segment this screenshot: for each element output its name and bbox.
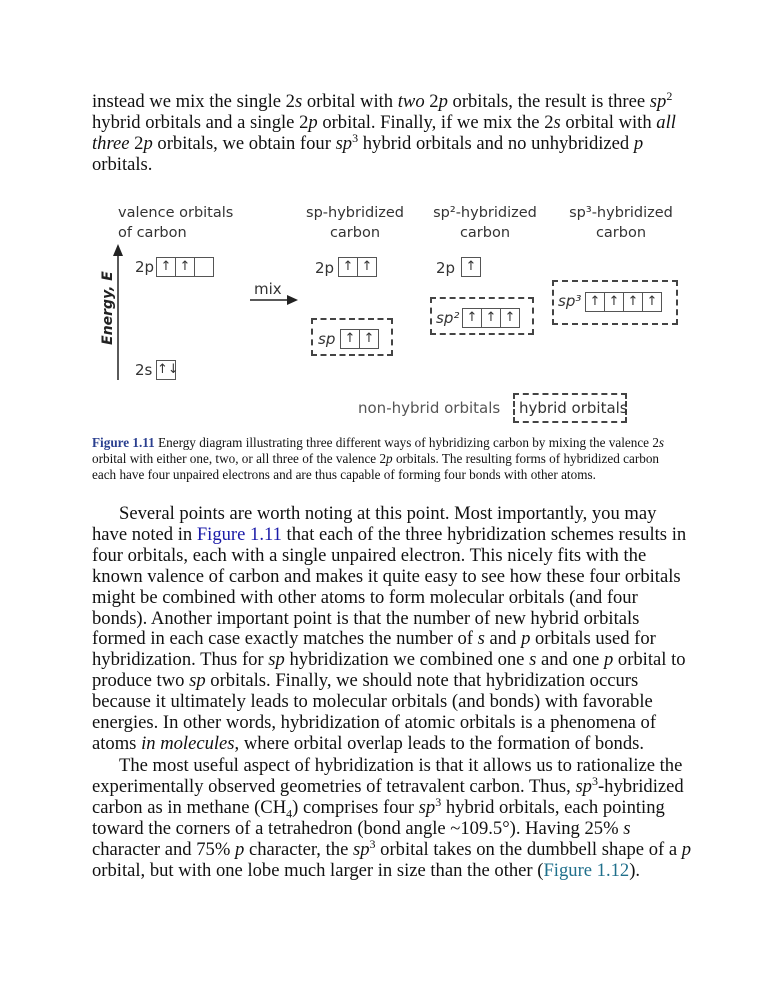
header-sp: sp-hybridized carbon (306, 205, 404, 241)
orbital-box: ↑ (642, 292, 662, 312)
intro-paragraph: instead we mix the single 2s orbital with two 2p orbitals, the result is three $sp^2$ hybrid orbitals and a single 2p orbital. Finally, if we mix the 2s orbital with all three 2p orbitals, we obtain four $sp^3$ hybrid orbitals and no unhybridized p orbitals. (92, 88, 676, 175)
orbital-box (194, 257, 214, 277)
valence-2s-label: 2s (135, 361, 153, 379)
figure-1-12-link[interactable]: Figure 1.12 (543, 859, 630, 881)
orbital-box: ↑ (175, 257, 195, 277)
figure-1-11-link[interactable]: Figure 1.11 (196, 523, 282, 545)
figure-caption: Figure 1.11 Energy diagram illustrating three different ways of hybridizing carbon by mixing the valence 2s orbital with either one, two, or all three of the valence 2p orbitals. The resulting forms of hybridized carbon each have four unpaired electrons and are thus capable of forming four bonds with other atoms. (92, 435, 665, 482)
mix-arrow-icon (250, 293, 300, 307)
orbital-box: ↑ (461, 257, 481, 277)
orbital-box: ↑ (156, 257, 176, 277)
sp-boxes (340, 329, 379, 349)
orbital-box: ↑ (623, 292, 643, 312)
sp3-boxes (585, 292, 662, 312)
orbital-box: ↑ (604, 292, 624, 312)
body-paragraph-points: Several points are worth noting at this point. Most importantly, you may have noted in Figure 1.11 that each of the three hybridization schemes results in four orbitals, each with a single unpaired electron. This nicely fits with the known valence of carbon and makes it quite easy to see how these four orbitals might be combined with other atoms to form molecular orbitals (and four bonds). Another important point is that the number of new hybrid orbitals formed in each case exactly matches the number of s and p orbitals used for hybridization. Thus for sp hybridization we combined one s and one p orbital to produce two sp orbitals. Finally, we should note that hybridization occurs because it ultimately leads to molecular orbitals (and bonds) with favorable energies. In other words, hybridization of atomic orbitals is a phenomena of atoms in molecules, where orbital overlap leads to the formation of bonds. (92, 503, 687, 754)
header-sp3: sp³-hybridized carbon (569, 205, 673, 241)
orbital-box: ↑ (481, 308, 501, 328)
hybridization-energy-diagram (0, 0, 772, 440)
orbital-box: ↑↓ (156, 360, 176, 380)
sp2-2p-box (461, 257, 481, 277)
body-paragraph-useful: The most useful aspect of hybridization is that it allows us to rationalize the experimentally observed geometries of tetravalent carbon. Thus, $sp^3$-hybridized carbon as in methane $(CH_4)$ comprises four $sp^3$ hybrid orbitals, each pointing toward the corners of a tetrahedron (bond angle ~109.5°). Having 25% s character and 75% p character, the $sp^3$ orbital takes on the dumbbell shape of a p orbital, but with one lobe much larger in size than the other (Figure 1.12). (92, 755, 692, 881)
sp2-boxes (462, 308, 520, 328)
sp2-2p-label: 2p (436, 259, 456, 277)
header-valence: valence orbitals of carbon (118, 205, 234, 241)
orbital-box: ↑ (462, 308, 482, 328)
energy-axis-label: Energy, E (100, 271, 116, 345)
valence-2p-boxes (156, 257, 214, 277)
valence-2s-box (156, 360, 179, 380)
legend-hybrid: hybrid orbitals (519, 399, 628, 417)
sp2-label: sp² (436, 309, 460, 327)
orbital-box: ↑ (359, 329, 379, 349)
orbital-box: ↑ (585, 292, 605, 312)
orbital-box: ↑ (338, 257, 358, 277)
orbital-box: ↑ (500, 308, 520, 328)
legend-nonhybrid: non-hybrid orbitals (358, 399, 501, 417)
header-sp2: sp²-hybridized carbon (433, 205, 537, 241)
sp-2p-boxes (338, 257, 377, 277)
valence-2p-label: 2p (135, 258, 155, 276)
orbital-box: ↑ (340, 329, 360, 349)
mix-label: mix (254, 280, 282, 298)
sp-label: sp (318, 330, 336, 348)
orbital-box: ↑ (357, 257, 377, 277)
sp3-label: sp³ (558, 292, 582, 310)
sp-2p-label: 2p (315, 259, 335, 277)
